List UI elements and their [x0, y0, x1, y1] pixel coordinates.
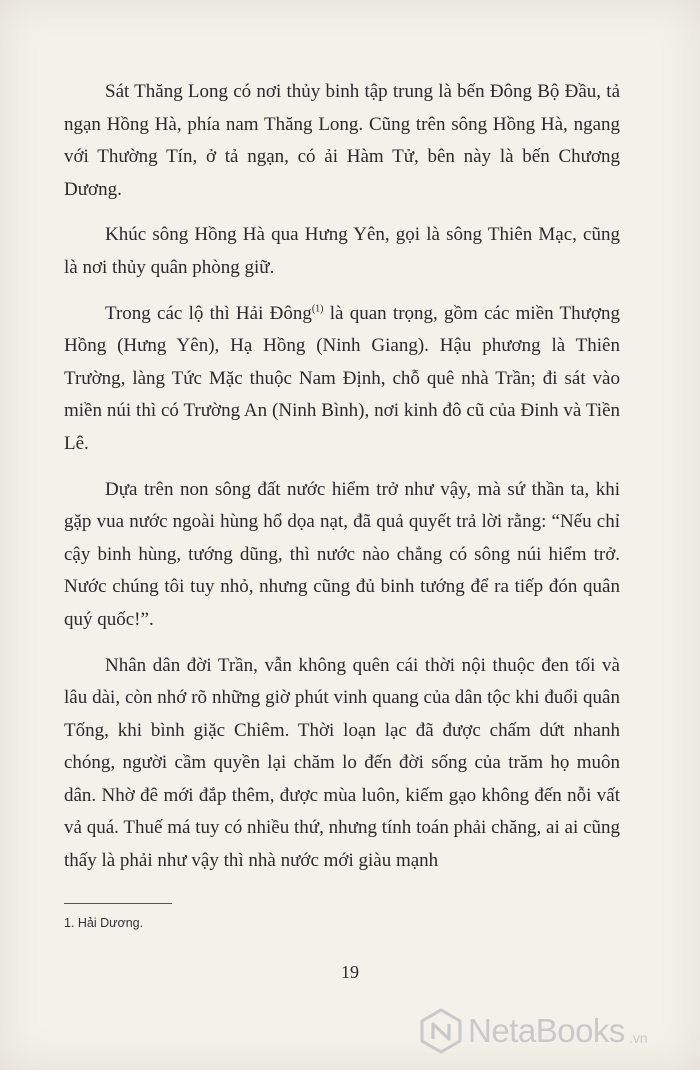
page-body: [64, 76, 620, 891]
paragraph-3-start: Trong các lộ thì Hải Đông: [105, 302, 312, 324]
footnote: 1. Hải Dương.: [64, 916, 144, 930]
paragraph-1: Sát Thăng Long có nơi thủy binh tập trung là bến Đông Bộ Đầu, tả ngạn Hồng Hà, phía nam Thăng Long. Cũng trên sông Hồng Hà, ngang với Thường Tín, ở tả ngạn, có ải Hàm Tử, bên này là bến Chương Dương.: [64, 81, 620, 200]
page-number: 19: [341, 962, 359, 982]
footnote-rule: [64, 903, 172, 904]
paragraph-4: Dựa trên non sông đất nước hiểm trở như vậy, mà sứ thần ta, khi gặp vua nước ngoài hùng hổ dọa nạt, đã quả quyết trả lời rằng: “Nếu chỉ cậy binh hùng, tướng dũng, thì nước nào chẳng có sông núi hiểm trở. Nước chúng tôi tuy nhỏ, nhưng cũng đủ binh tướng để ra tiếp đón quân quý quốc!”.: [64, 478, 620, 630]
watermark: [418, 1008, 648, 1054]
paragraph-5: Nhân dân đời Trần, vẫn không quên cái thời nội thuộc đen tối và lâu dài, còn nhớ rõ những giờ phút vinh quang của dân tộc khi đuổi quân Tống, khi bình giặc Chiêm. Thời loạn lạc đã được chấm dứt nhanh chóng, người cầm quyền lại chăm lo đến đời sống của trăm họ muôn dân. Nhờ đê mới đắp thêm, được mùa luôn, kiếm gạo không đến nỗi vất vả quá. Thuế má tuy có nhiều thứ, nhưng tính toán phải chăng, ai ai cũng thấy là phải như vậy thì nhà nước mới giàu mạnh: [64, 654, 620, 872]
watermark-text: NetaBooks: [468, 1012, 625, 1049]
paragraph-2: Khúc sông Hồng Hà qua Hưng Yên, gọi là sông Thiên Mạc, cũng là nơi thủy quân phòng giữ.: [64, 224, 620, 278]
footnote-reference: (1): [311, 303, 324, 315]
watermark-suffix: .vn: [628, 1030, 648, 1046]
netabooks-logo-icon: [418, 1008, 464, 1054]
paragraph-3: [64, 298, 620, 461]
paragraph-3-rest: là quan trọng, gồm các miền Thượng Hồng (Hưng Yên), Hạ Hồng (Ninh Giang). Hậu phương là Thiên Trường, làng Tức Mặc thuộc Nam Định, chỗ quê nhà Trần; đi sát vào miền núi thì có Trường An (Ninh Bình), nơi kinh đô cũ của Đinh và Tiền Lê.: [64, 302, 620, 454]
